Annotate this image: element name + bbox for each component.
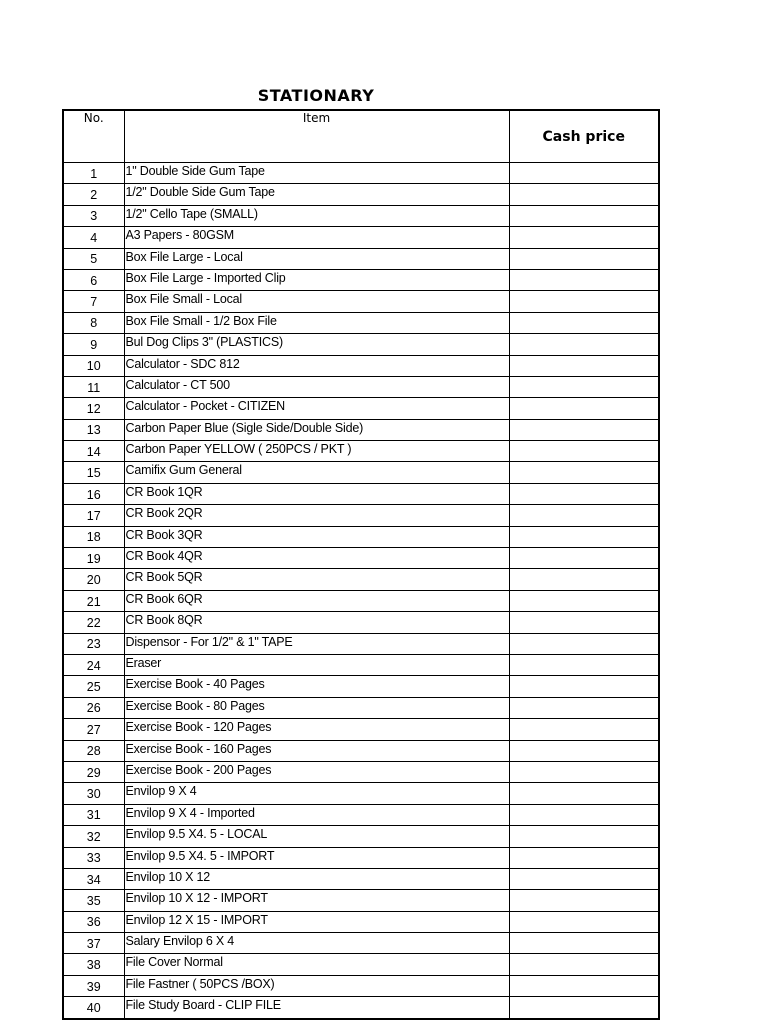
page-title: STATIONARY [257, 86, 375, 105]
cash-price-cell [509, 376, 659, 397]
item-name: Exercise Book - 160 Pages [124, 740, 509, 761]
cash-price-cell [509, 868, 659, 889]
item-name: CR Book 5QR [124, 569, 509, 590]
table-row [63, 227, 659, 248]
table-row [63, 826, 659, 847]
item-name: CR Book 6QR [124, 590, 509, 611]
cash-price-cell [509, 248, 659, 269]
row-number: 24 [63, 654, 124, 675]
row-number: 29 [63, 761, 124, 782]
item-name: Camifix Gum General [124, 462, 509, 483]
table-row [63, 612, 659, 633]
table-row [63, 847, 659, 868]
table-row [63, 548, 659, 569]
item-name: Envilop 9 X 4 - Imported [124, 804, 509, 825]
item-name: File Fastner ( 50PCS /BOX) [124, 975, 509, 996]
item-name: Exercise Book - 120 Pages [124, 719, 509, 740]
item-name: Box File Small - 1/2 Box File [124, 312, 509, 333]
cash-price-cell [509, 612, 659, 633]
cash-price-cell [509, 740, 659, 761]
item-name: Envilop 9.5 X4. 5 - IMPORT [124, 847, 509, 868]
item-name: Envilop 12 X 15 - IMPORT [124, 911, 509, 932]
table-row [63, 205, 659, 226]
item-name: Envilop 10 X 12 [124, 868, 509, 889]
table-row [63, 719, 659, 740]
cash-price-cell [509, 184, 659, 205]
item-name: File Study Board - CLIP FILE [124, 997, 509, 1019]
item-name: Box File Large - Imported Clip [124, 269, 509, 290]
table-row [63, 633, 659, 654]
row-number: 30 [63, 783, 124, 804]
row-number: 20 [63, 569, 124, 590]
row-number: 31 [63, 804, 124, 825]
cash-price-cell [509, 548, 659, 569]
cash-price-cell [509, 676, 659, 697]
item-name: 1" Double Side Gum Tape [124, 163, 509, 184]
header-cash-price: Cash price [509, 110, 659, 163]
table-row [63, 483, 659, 504]
item-name: CR Book 8QR [124, 612, 509, 633]
item-name: CR Book 1QR [124, 483, 509, 504]
row-number: 13 [63, 419, 124, 440]
cash-price-cell [509, 334, 659, 355]
table-row [63, 398, 659, 419]
table-row [63, 291, 659, 312]
cash-price-cell [509, 783, 659, 804]
row-number: 26 [63, 697, 124, 718]
row-number: 35 [63, 890, 124, 911]
item-name: Calculator - CT 500 [124, 376, 509, 397]
cash-price-cell [509, 933, 659, 954]
item-name: Exercise Book - 40 Pages [124, 676, 509, 697]
row-number: 38 [63, 954, 124, 975]
row-number: 4 [63, 227, 124, 248]
cash-price-cell [509, 761, 659, 782]
table-row [63, 462, 659, 483]
row-number: 19 [63, 548, 124, 569]
table-row [63, 997, 659, 1019]
table-row [63, 419, 659, 440]
row-number: 2 [63, 184, 124, 205]
item-name: Envilop 10 X 12 - IMPORT [124, 890, 509, 911]
cash-price-cell [509, 569, 659, 590]
row-number: 1 [63, 163, 124, 184]
header-item: Item [124, 110, 509, 163]
row-number: 18 [63, 526, 124, 547]
row-number: 27 [63, 719, 124, 740]
row-number: 16 [63, 483, 124, 504]
item-name: Envilop 9.5 X4. 5 - LOCAL [124, 826, 509, 847]
cash-price-cell [509, 398, 659, 419]
item-name: Calculator - Pocket - CITIZEN [124, 398, 509, 419]
stationary-table [62, 109, 660, 1020]
item-name: Exercise Book - 200 Pages [124, 761, 509, 782]
table-row [63, 740, 659, 761]
cash-price-cell [509, 483, 659, 504]
cash-price-cell [509, 227, 659, 248]
table-row [63, 505, 659, 526]
item-name: File Cover Normal [124, 954, 509, 975]
table-row [63, 933, 659, 954]
table-row [63, 975, 659, 996]
cash-price-cell [509, 847, 659, 868]
item-name: 1/2" Cello Tape (SMALL) [124, 205, 509, 226]
table-row [63, 569, 659, 590]
table-row [63, 376, 659, 397]
cash-price-cell [509, 526, 659, 547]
table-row [63, 783, 659, 804]
table-row [63, 654, 659, 675]
cash-price-cell [509, 997, 659, 1019]
cash-price-cell [509, 312, 659, 333]
cash-price-cell [509, 654, 659, 675]
cash-price-cell [509, 954, 659, 975]
row-number: 36 [63, 911, 124, 932]
row-number: 6 [63, 269, 124, 290]
table-row [63, 911, 659, 932]
cash-price-cell [509, 505, 659, 526]
row-number: 10 [63, 355, 124, 376]
cash-price-cell [509, 269, 659, 290]
item-name: Bul Dog Clips 3" (PLASTICS) [124, 334, 509, 355]
item-name: Envilop 9 X 4 [124, 783, 509, 804]
item-name: Eraser [124, 654, 509, 675]
table-body [63, 163, 659, 1019]
row-number: 25 [63, 676, 124, 697]
row-number: 17 [63, 505, 124, 526]
row-number: 33 [63, 847, 124, 868]
header-no: No. [63, 110, 124, 163]
table-row [63, 590, 659, 611]
cash-price-cell [509, 291, 659, 312]
table-row [63, 761, 659, 782]
row-number: 37 [63, 933, 124, 954]
header-row [63, 110, 659, 163]
cash-price-cell [509, 205, 659, 226]
table-row [63, 804, 659, 825]
table-row [63, 526, 659, 547]
item-name: Dispensor - For 1/2" & 1" TAPE [124, 633, 509, 654]
cash-price-cell [509, 911, 659, 932]
cash-price-cell [509, 419, 659, 440]
item-name: Calculator - SDC 812 [124, 355, 509, 376]
item-name: Carbon Paper YELLOW ( 250PCS / PKT ) [124, 441, 509, 462]
row-number: 15 [63, 462, 124, 483]
item-name: Salary Envilop 6 X 4 [124, 933, 509, 954]
row-number: 39 [63, 975, 124, 996]
cash-price-cell [509, 697, 659, 718]
row-number: 8 [63, 312, 124, 333]
table-row [63, 890, 659, 911]
item-name: Carbon Paper Blue (Sigle Side/Double Side) [124, 419, 509, 440]
cash-price-cell [509, 826, 659, 847]
cash-price-cell [509, 163, 659, 184]
item-name: CR Book 4QR [124, 548, 509, 569]
row-number: 22 [63, 612, 124, 633]
table-row [63, 163, 659, 184]
row-number: 11 [63, 376, 124, 397]
table-row [63, 355, 659, 376]
row-number: 32 [63, 826, 124, 847]
table-row [63, 954, 659, 975]
cash-price-cell [509, 355, 659, 376]
table-row [63, 441, 659, 462]
item-name: CR Book 3QR [124, 526, 509, 547]
item-name: Box File Small - Local [124, 291, 509, 312]
cash-price-cell [509, 633, 659, 654]
table-row [63, 184, 659, 205]
item-name: CR Book 2QR [124, 505, 509, 526]
cash-price-cell [509, 890, 659, 911]
table-row [63, 312, 659, 333]
cash-price-cell [509, 975, 659, 996]
row-number: 34 [63, 868, 124, 889]
cash-price-cell [509, 590, 659, 611]
item-name: Box File Large - Local [124, 248, 509, 269]
row-number: 40 [63, 997, 124, 1019]
cash-price-cell [509, 441, 659, 462]
row-number: 5 [63, 248, 124, 269]
item-name: Exercise Book - 80 Pages [124, 697, 509, 718]
cash-price-cell [509, 462, 659, 483]
table-row [63, 269, 659, 290]
row-number: 14 [63, 441, 124, 462]
cash-price-cell [509, 804, 659, 825]
table-row [63, 868, 659, 889]
table-row [63, 697, 659, 718]
row-number: 9 [63, 334, 124, 355]
row-number: 28 [63, 740, 124, 761]
cash-price-cell [509, 719, 659, 740]
row-number: 7 [63, 291, 124, 312]
item-name: 1/2" Double Side Gum Tape [124, 184, 509, 205]
table-row [63, 676, 659, 697]
row-number: 12 [63, 398, 124, 419]
row-number: 3 [63, 205, 124, 226]
item-name: A3 Papers - 80GSM [124, 227, 509, 248]
row-number: 23 [63, 633, 124, 654]
table-row [63, 248, 659, 269]
table-row [63, 334, 659, 355]
row-number: 21 [63, 590, 124, 611]
